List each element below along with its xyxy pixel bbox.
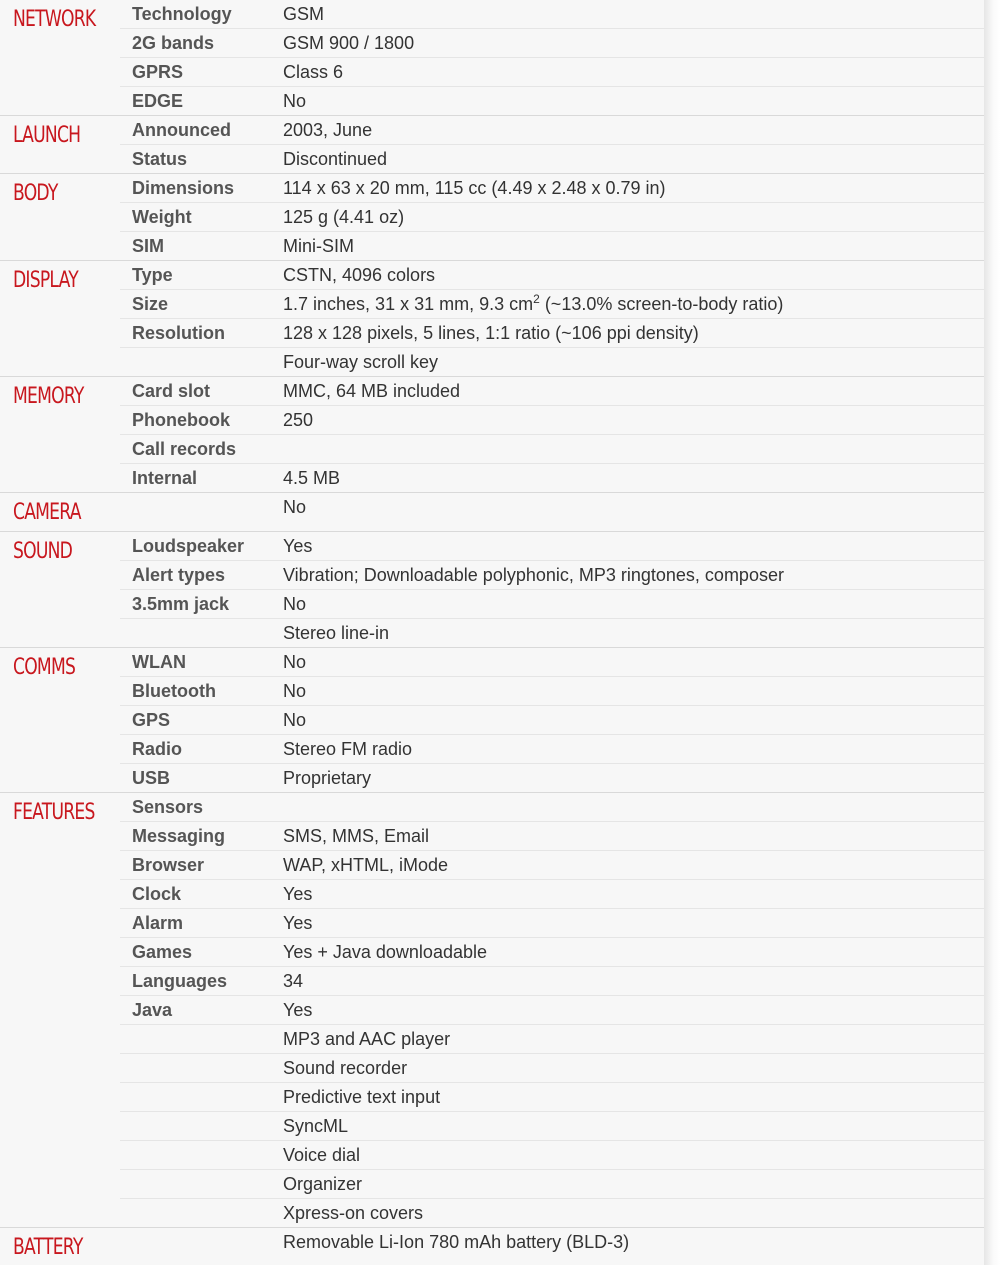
- section-body-rows: [120, 174, 984, 260]
- spec-row-xpress-on-covers: [120, 1198, 984, 1227]
- spec-key[interactable]: Dimensions: [132, 178, 235, 198]
- spec-value: GSM 900 / 1800: [283, 33, 415, 53]
- spec-value: CSTN, 4096 colors: [283, 265, 436, 285]
- spec-value: Sound recorder: [283, 1058, 408, 1078]
- section-launch: [0, 115, 984, 173]
- spec-value: 250: [283, 410, 314, 430]
- spec-row-browser: [120, 850, 984, 879]
- spec-value: 125 g (4.41 oz): [283, 207, 405, 227]
- spec-key[interactable]: GPRS: [132, 62, 184, 82]
- section-features: [0, 792, 984, 1227]
- spec-row-technology: [120, 0, 984, 28]
- spec-value: 128 x 128 pixels, 5 lines, 1:1 ratio (~106 ppi density): [283, 323, 699, 343]
- spec-key[interactable]: Status: [132, 149, 188, 169]
- spec-value: MP3 and AAC player: [283, 1029, 451, 1049]
- spec-row-predictive-text: [120, 1082, 984, 1111]
- section-battery-rows: [120, 1228, 984, 1256]
- spec-key[interactable]: Announced: [132, 120, 231, 140]
- spec-row-bluetooth: [120, 676, 984, 705]
- spec-value: Proprietary: [283, 768, 372, 788]
- spec-row-type: [120, 261, 984, 289]
- spec-value: Discontinued: [283, 149, 388, 169]
- spec-key[interactable]: 2G bands: [132, 33, 215, 53]
- spec-value: 4.5 MB: [283, 468, 341, 488]
- spec-value: Voice dial: [283, 1145, 361, 1165]
- spec-row-wlan: [120, 648, 984, 676]
- spec-row-resolution: [120, 318, 984, 347]
- spec-value: 114 x 63 x 20 mm, 115 cc (4.49 x 2.48 x 0.79 in): [283, 178, 666, 198]
- spec-value: Four-way scroll key: [283, 352, 439, 372]
- spec-value: Yes: [283, 1000, 313, 1020]
- page-edge-shadow: [984, 0, 1000, 1265]
- spec-value: SyncML: [283, 1116, 349, 1136]
- spec-value: Yes: [283, 536, 313, 556]
- section-display: [0, 260, 984, 376]
- spec-value: Yes + Java downloadable: [283, 942, 487, 962]
- spec-row-usb: [120, 763, 984, 792]
- spec-row-voice-dial: [120, 1140, 984, 1169]
- spec-key[interactable]: Internal: [132, 468, 198, 488]
- spec-value: No: [283, 652, 307, 672]
- category-label-memory[interactable]: MEMORY: [13, 384, 84, 409]
- spec-key[interactable]: Radio: [132, 739, 183, 759]
- spec-key[interactable]: Weight: [132, 207, 192, 227]
- spec-row-sound-recorder: [120, 1053, 984, 1082]
- spec-key[interactable]: Messaging: [132, 826, 226, 846]
- category-label-launch[interactable]: LAUNCH: [13, 123, 81, 148]
- spec-row-card-slot: [120, 377, 984, 405]
- spec-row-display-extra: [120, 347, 984, 376]
- spec-value: Predictive text input: [283, 1087, 441, 1107]
- spec-row-2g-bands: [120, 28, 984, 57]
- spec-key[interactable]: SIM: [132, 236, 165, 256]
- section-comms: [0, 647, 984, 792]
- spec-value: Organizer: [283, 1174, 363, 1194]
- spec-value: Removable Li-Ion 780 mAh battery (BLD-3): [283, 1232, 630, 1252]
- category-label-body[interactable]: BODY: [13, 181, 58, 206]
- spec-value: SMS, MMS, Email: [283, 826, 430, 846]
- spec-row-mp3-player: [120, 1024, 984, 1053]
- spec-row-edge: [120, 86, 984, 115]
- spec-key[interactable]: Size: [132, 294, 169, 314]
- spec-key[interactable]: Languages: [132, 971, 228, 991]
- spec-row-gps: [120, 705, 984, 734]
- spec-value: Yes: [283, 884, 313, 904]
- spec-key[interactable]: 3.5mm jack: [132, 594, 230, 614]
- spec-row-phonebook: [120, 405, 984, 434]
- spec-row-gprs: [120, 57, 984, 86]
- spec-key[interactable]: Games: [132, 942, 193, 962]
- section-camera-rows: [120, 493, 984, 531]
- spec-row-messaging: [120, 821, 984, 850]
- spec-value: WAP, xHTML, iMode: [283, 855, 449, 875]
- spec-value: No: [283, 710, 307, 730]
- spec-value: Xpress-on covers: [283, 1203, 424, 1223]
- spec-key[interactable]: Sensors: [132, 797, 204, 817]
- category-label-sound[interactable]: SOUND: [13, 539, 73, 564]
- spec-row-internal: [120, 463, 984, 492]
- spec-key[interactable]: Bluetooth: [132, 681, 216, 701]
- spec-value: GSM: [283, 4, 325, 24]
- spec-row-radio: [120, 734, 984, 763]
- spec-row-camera: [120, 493, 984, 531]
- spec-value: [283, 290, 783, 318]
- spec-key[interactable]: EDGE: [132, 91, 184, 111]
- spec-value-main: 1.7 inches, 31 x 31 mm, 9.3 cm: [283, 294, 534, 314]
- spec-row-alarm: [120, 908, 984, 937]
- spec-row-games: [120, 937, 984, 966]
- spec-key[interactable]: Card slot: [132, 381, 211, 401]
- category-label-network[interactable]: NETWORK: [13, 7, 96, 32]
- category-label-battery[interactable]: BATTERY: [13, 1235, 83, 1260]
- section-memory-rows: [120, 377, 984, 492]
- spec-value: Stereo line-in: [283, 623, 390, 643]
- superscript: 2: [533, 292, 540, 306]
- spec-row-loudspeaker: [120, 532, 984, 560]
- section-memory: [0, 376, 984, 492]
- spec-row-battery: [120, 1228, 984, 1256]
- spec-value: Vibration; Downloadable polyphonic, MP3 ringtones, composer: [283, 565, 784, 585]
- category-label-camera[interactable]: CAMERA: [13, 500, 81, 525]
- spec-key[interactable]: Java: [132, 1000, 173, 1020]
- spec-row-sim: [120, 231, 984, 260]
- spec-value: Yes: [283, 913, 313, 933]
- spec-row-sound-extra: [120, 618, 984, 647]
- section-launch-rows: [120, 116, 984, 173]
- spec-key[interactable]: Loudspeaker: [132, 536, 245, 556]
- spec-row-organizer: [120, 1169, 984, 1198]
- spec-row-sensors: [120, 793, 984, 821]
- spec-value: No: [283, 681, 307, 701]
- spec-row-syncml: [120, 1111, 984, 1140]
- spec-row-clock: [120, 879, 984, 908]
- spec-key[interactable]: WLAN: [132, 652, 186, 672]
- spec-key[interactable]: Phonebook: [132, 410, 230, 430]
- spec-value: No: [283, 497, 307, 517]
- spec-row-alert-types: [120, 560, 984, 589]
- section-network: [0, 0, 984, 115]
- section-features-rows: [120, 793, 984, 1227]
- spec-key[interactable]: Browser: [132, 855, 205, 875]
- spec-row-call-records: [120, 434, 984, 463]
- spec-value: No: [283, 91, 307, 111]
- category-label-display[interactable]: DISPLAY: [13, 268, 78, 293]
- spec-value: Class 6: [283, 62, 344, 82]
- spec-key[interactable]: Technology: [132, 4, 232, 24]
- spec-key[interactable]: Call records: [132, 439, 237, 459]
- spec-key[interactable]: USB: [132, 768, 171, 788]
- spec-value: Mini-SIM: [283, 236, 354, 256]
- spec-row-announced: [120, 116, 984, 144]
- spec-key[interactable]: Alarm: [132, 913, 184, 933]
- spec-row-dimensions: [120, 174, 984, 202]
- spec-row-status: [120, 144, 984, 173]
- section-sound-rows: [120, 532, 984, 647]
- section-camera: [0, 492, 984, 531]
- spec-key[interactable]: Resolution: [132, 323, 225, 343]
- spec-key[interactable]: GPS: [132, 710, 171, 730]
- spec-value: No: [283, 594, 307, 614]
- section-battery: [0, 1227, 984, 1260]
- spec-value-rest: (~13.0% screen-to-body ratio): [539, 294, 784, 314]
- section-display-rows: [120, 261, 984, 376]
- section-network-rows: [120, 0, 984, 115]
- spec-value: 2003, June: [283, 120, 373, 140]
- section-comms-rows: [120, 648, 984, 792]
- spec-key[interactable]: Clock: [132, 884, 182, 904]
- category-label-features[interactable]: FEATURES: [13, 800, 95, 825]
- spec-value: MMC, 64 MB included: [283, 381, 461, 401]
- spec-value: Stereo FM radio: [283, 739, 413, 759]
- spec-key[interactable]: Alert types: [132, 565, 226, 585]
- spec-key[interactable]: Type: [132, 265, 173, 285]
- section-body: [0, 173, 984, 260]
- spec-value: 34: [283, 971, 304, 991]
- spec-row-jack: [120, 589, 984, 618]
- spec-row-java: [120, 995, 984, 1024]
- spec-row-languages: [120, 966, 984, 995]
- spec-row-weight: [120, 202, 984, 231]
- category-label-comms[interactable]: COMMS: [13, 655, 76, 680]
- spec-row-size: [120, 289, 984, 318]
- section-sound: [0, 531, 984, 647]
